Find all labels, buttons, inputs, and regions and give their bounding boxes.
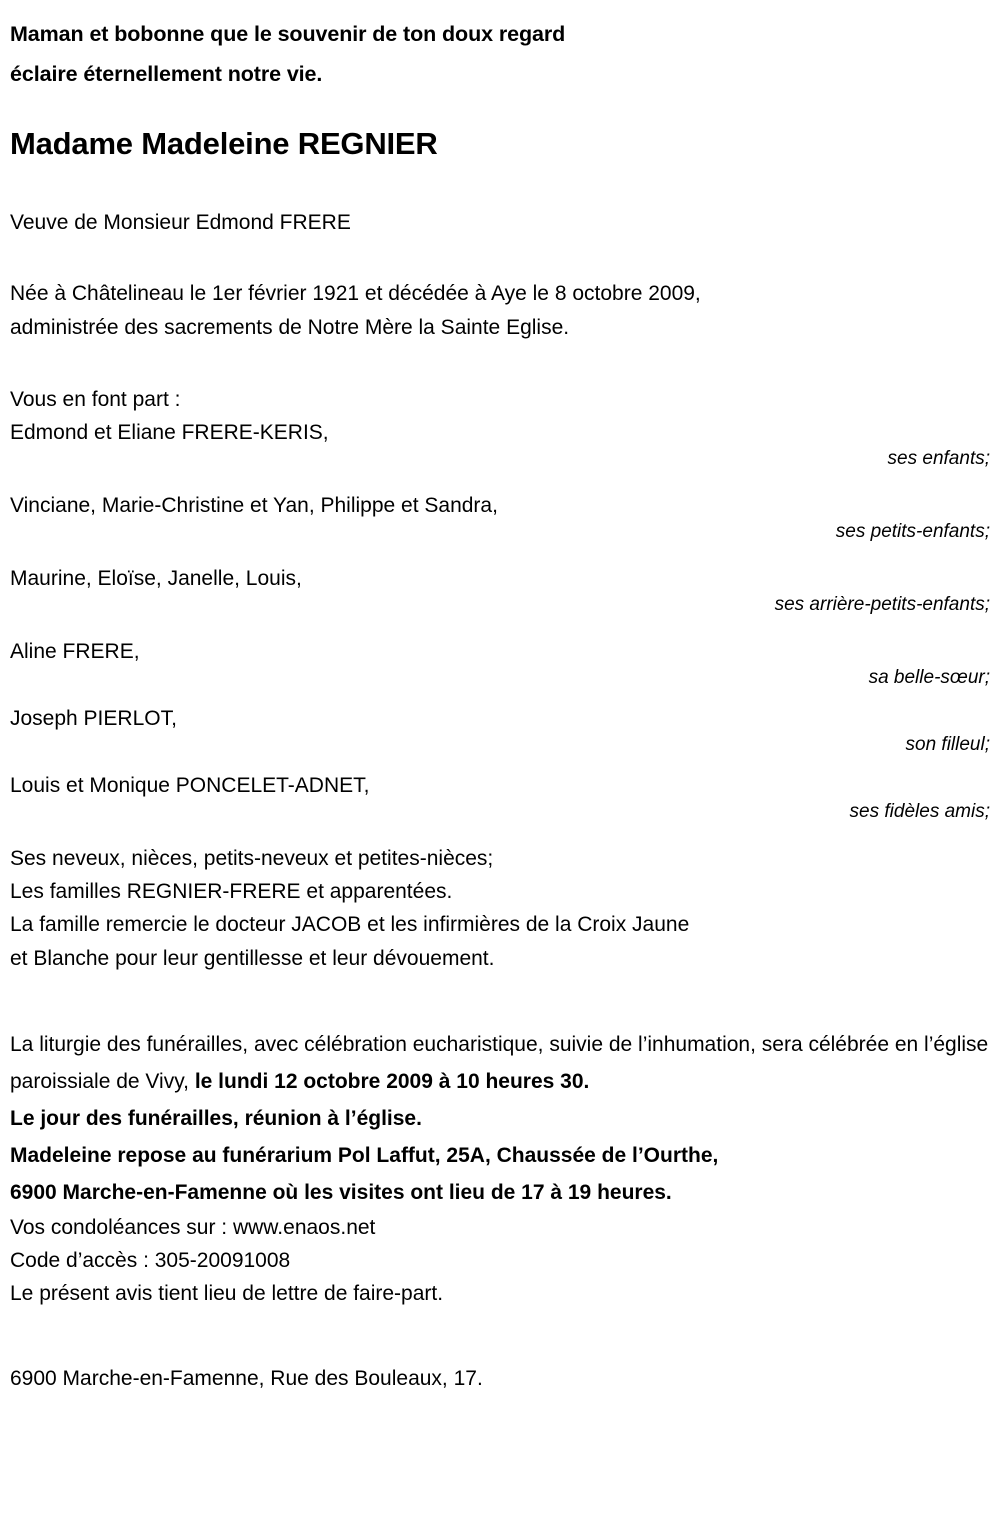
liturgy-date-bold: le lundi 12 octobre 2009 à 10 heures 30. (194, 1070, 590, 1093)
family-row (10, 702, 990, 761)
row-spacer (10, 475, 990, 489)
family-row (10, 635, 990, 694)
row-spacer (10, 548, 990, 562)
legal-notice-line: Le présent avis tient lieu de lettre de faire-part. (10, 1282, 444, 1305)
family-row (10, 489, 990, 548)
closing-address: 6900 Marche-en-Famenne, Rue des Bouleaux, 17. (10, 1367, 483, 1390)
family-relation: ses arrière-petits-enfants; (774, 594, 990, 615)
extended-family-line-1: Ses neveux, nièces, petits-neveux et petites-nièces; (10, 847, 494, 870)
epitaph-line-2: éclaire éternellement notre vie. (10, 62, 323, 86)
epitaph-line-1: Maman et bobonne que le souvenir de ton doux regard (10, 22, 566, 46)
family-names: Edmond et Eliane FRERE-KERIS, (10, 421, 329, 444)
family-row (10, 416, 990, 475)
birth-death-line-1: Née à Châtelineau le 1er février 1921 et décédée à Aye le 8 octobre 2009, (10, 282, 701, 305)
widow-of-line: Veuve de Monsieur Edmond FRERE (10, 211, 351, 234)
reunion-line: Le jour des funérailles, réunion à l’église. (10, 1107, 422, 1130)
birth-death-line-2: administrée des sacrements de Notre Mère la Sainte Eglise. (10, 316, 570, 339)
family-names: Louis et Monique PONCELET-ADNET, (10, 774, 370, 797)
announcement-intro: Vous en font part : (10, 388, 181, 411)
family-relation: ses petits-enfants; (835, 521, 990, 542)
funerarium-line-2: 6900 Marche-en-Famenne où les visites ont lieu de 17 à 19 heures. (10, 1181, 672, 1204)
family-relation: sa belle-sœur; (868, 667, 990, 688)
family-names: Vinciane, Marie-Christine et Yan, Philippe et Sandra, (10, 494, 498, 517)
thanks-line-1: La famille remercie le docteur JACOB et les infirmières de la Croix Jaune (10, 913, 690, 936)
service-details-block (10, 1100, 990, 1211)
family-row (10, 769, 990, 828)
liturgy-paragraph (10, 1026, 990, 1100)
family-names: Aline FRERE, (10, 640, 140, 663)
footer-block (10, 1211, 990, 1310)
family-list (10, 416, 990, 828)
family-names: Joseph PIERLOT, (10, 707, 177, 730)
access-code-line: Code d’accès : 305-20091008 (10, 1249, 291, 1272)
row-spacer (10, 621, 990, 635)
row-spacer (10, 761, 990, 769)
thanks-line-2: et Blanche pour leur gentillesse et leur dévouement. (10, 947, 495, 970)
birth-death-paragraph (10, 277, 990, 345)
family-relation: ses enfants; (887, 448, 990, 469)
extended-family-line-2: Les familles REGNIER-FRERE et apparentées. (10, 880, 453, 903)
epitaph (10, 14, 990, 94)
family-relation: ses fidèles amis; (849, 801, 990, 822)
deceased-name-heading: Madame Madeleine REGNIER (10, 126, 438, 161)
liturgy-text-regular: La liturgie des funérailles, avec célébration eucharistique, suivie de l’inhumation, sera célébrée en l’église paroissiale de Vivy, (10, 1033, 989, 1093)
extended-family-block (10, 842, 990, 908)
family-row (10, 562, 990, 621)
family-relation: son filleul; (905, 734, 990, 755)
row-spacer (10, 694, 990, 702)
condolences-line: Vos condoléances sur : www.enaos.net (10, 1216, 376, 1239)
family-names: Maurine, Eloïse, Janelle, Louis, (10, 567, 302, 590)
funerarium-line-1: Madeleine repose au funérarium Pol Laffut, 25A, Chaussée de l’Ourthe, (10, 1144, 719, 1167)
thanks-paragraph (10, 908, 990, 976)
